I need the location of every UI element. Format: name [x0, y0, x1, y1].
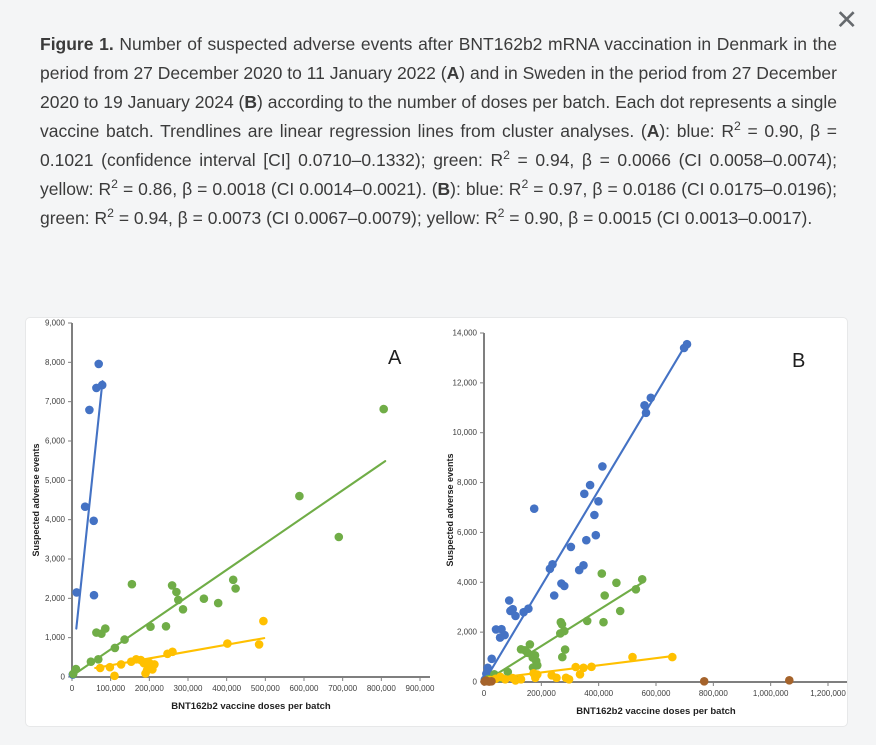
x-tick-label: 800,000: [366, 684, 396, 693]
data-point: [590, 511, 599, 520]
data-point: [558, 653, 567, 662]
y-tick-label: 2,000: [44, 593, 65, 603]
panel-label: B: [792, 350, 806, 372]
y-tick-label: 10,000: [452, 428, 477, 438]
y-axis-title: Suspected adverse events: [445, 453, 455, 567]
y-tick-label: 1,000: [44, 633, 65, 643]
x-tick-label: 700,000: [328, 684, 358, 693]
data-point: [550, 591, 559, 600]
caption-superscript: 2: [503, 148, 510, 163]
y-tick-label: 7,000: [44, 397, 65, 407]
data-point: [561, 645, 570, 654]
y-tick-label: 0: [60, 672, 65, 682]
caption-text: ) according to the number of doses per batch. Each dot represents a single vaccine batch. Trendlines are linear regression lines from cluster analyses. (: [40, 92, 837, 141]
data-point: [598, 462, 607, 471]
x-tick-label: 600,000: [641, 689, 671, 698]
data-point: [487, 655, 496, 664]
y-tick-label: 5,000: [44, 475, 65, 485]
data-point: [552, 674, 561, 683]
data-point: [594, 497, 603, 506]
y-tick-label: 3,000: [44, 554, 65, 564]
data-point: [94, 360, 103, 369]
data-point: [295, 492, 304, 501]
data-point: [616, 607, 625, 616]
panel-label: A: [388, 347, 402, 369]
y-tick-label: 4,000: [44, 515, 65, 525]
data-point: [200, 594, 209, 603]
data-point: [530, 504, 539, 513]
data-point: [229, 576, 238, 585]
data-point: [500, 631, 509, 640]
y-tick-label: 2,000: [456, 627, 477, 637]
caption-text: = 0.97, β = 0.0186 (CI 0.0175–0.0196); green: R: [40, 179, 838, 228]
data-point: [110, 672, 119, 681]
x-tick-label: 200,000: [526, 689, 556, 698]
x-tick-label: 500,000: [250, 684, 280, 693]
series-blue-cluster: [481, 340, 692, 684]
x-tick-label: 200,000: [134, 684, 164, 693]
caption-text: = 0.90, β = 0.0015 (CI 0.0013–0.0017).: [504, 208, 813, 228]
data-point: [582, 536, 591, 545]
y-tick-label: 8,000: [44, 357, 65, 367]
x-tick-label: 300,000: [173, 684, 203, 693]
data-point: [526, 640, 535, 649]
caption-bold-text: A: [446, 63, 460, 83]
data-point: [592, 531, 601, 540]
x-tick-label: 1,000,000: [752, 689, 789, 698]
chart-panel-b: [445, 329, 847, 718]
chart-panel-a: [31, 319, 435, 713]
data-point: [598, 569, 607, 578]
data-point: [600, 591, 609, 600]
data-point: [612, 579, 621, 588]
caption-superscript: 2: [107, 206, 114, 221]
x-axis-title: BNT162b2 vaccine doses per batch: [576, 706, 736, 717]
data-point: [505, 596, 514, 605]
caption-superscript: 2: [111, 177, 118, 192]
trendline: [485, 342, 687, 680]
data-point: [565, 675, 574, 684]
data-point: [599, 618, 608, 627]
caption-superscript: 2: [497, 206, 505, 221]
x-tick-label: 1,200,000: [810, 689, 846, 698]
data-point: [379, 405, 388, 414]
x-tick-label: 0: [69, 684, 75, 693]
data-point: [162, 622, 171, 631]
y-tick-label: 4,000: [456, 577, 477, 587]
data-point: [586, 481, 595, 490]
x-tick-label: 400,000: [212, 684, 242, 693]
y-tick-label: 12,000: [452, 378, 477, 388]
y-tick-label: 8,000: [456, 478, 477, 488]
series-brown-outliers: [480, 676, 793, 686]
y-tick-label: 6,000: [44, 436, 65, 446]
data-point: [533, 661, 542, 670]
data-point: [172, 588, 181, 597]
data-point: [89, 517, 98, 526]
data-point: [150, 660, 159, 669]
figure-image-card: [25, 317, 848, 727]
data-point: [560, 582, 569, 591]
data-point: [128, 580, 137, 589]
caption-text: ): blue: R: [450, 179, 522, 199]
caption-superscript: 2: [521, 177, 529, 192]
data-point: [580, 490, 589, 499]
x-tick-label: 600,000: [289, 684, 319, 693]
caption-text: = 0.94, β = 0.0073 (CI 0.0067–0.0079); yellow: R: [113, 208, 498, 228]
series-yellow-cluster: [95, 617, 268, 680]
data-point: [255, 640, 264, 649]
caption-superscript: 2: [734, 119, 741, 134]
scatter-charts-svg: [26, 318, 847, 726]
trendline: [76, 381, 102, 628]
data-point: [511, 612, 520, 621]
caption-text: Number of suspected adverse events after BNT162b2 mRNA vaccination in Denmark in the period from 27 December 2020 to 11 January 2022 (: [40, 34, 837, 83]
x-tick-label: 800,000: [698, 689, 728, 698]
data-point: [700, 677, 709, 686]
caption-text: ): blue: R: [659, 121, 734, 141]
trendline: [498, 656, 673, 678]
caption-bold-text: B: [244, 92, 258, 112]
caption-text: = 0.94, β = 0.0066 (CI 0.0058–0.0074); yellow: R: [40, 150, 837, 199]
data-point: [214, 599, 223, 608]
data-point: [101, 624, 110, 633]
caption-bold-text: Figure 1.: [40, 34, 114, 54]
y-tick-label: 9,000: [44, 318, 65, 328]
x-tick-label: 100,000: [96, 684, 126, 693]
data-point: [90, 591, 99, 600]
data-point: [335, 533, 344, 542]
y-tick-label: 14,000: [452, 328, 477, 338]
caption-text: = 0.90, β = 0.1021 (confidence interval [CI] 0.0710–0.1332); green: R: [40, 121, 837, 170]
x-axis-title: BNT162b2 vaccine doses per batch: [171, 701, 331, 712]
data-point: [567, 543, 576, 552]
close-icon[interactable]: ✕: [835, 5, 858, 35]
y-axis-title: Suspected adverse events: [31, 443, 41, 557]
caption-bold-text: B: [437, 179, 451, 199]
y-tick-label: 0: [472, 677, 477, 687]
caption-text: = 0.86, β = 0.0018 (CI 0.0014–0.0021). (: [117, 179, 438, 199]
series-yellow-cluster: [486, 653, 677, 685]
data-point: [487, 677, 496, 686]
data-point: [579, 561, 588, 570]
caption-text: ) and in Sweden in the period from 27 December 2020 to 19 January 2024 (: [40, 63, 837, 112]
data-point: [85, 406, 94, 415]
series-green-cluster: [69, 405, 388, 678]
y-tick-label: 6,000: [456, 527, 477, 537]
figure-caption: [40, 30, 837, 233]
x-tick-label: 400,000: [584, 689, 614, 698]
x-tick-label: 0: [481, 689, 487, 698]
data-point: [785, 676, 794, 685]
caption-bold-text: A: [646, 121, 660, 141]
data-point: [259, 617, 268, 626]
data-point: [231, 584, 240, 593]
data-point: [179, 605, 188, 614]
x-tick-label: 900,000: [405, 684, 435, 693]
